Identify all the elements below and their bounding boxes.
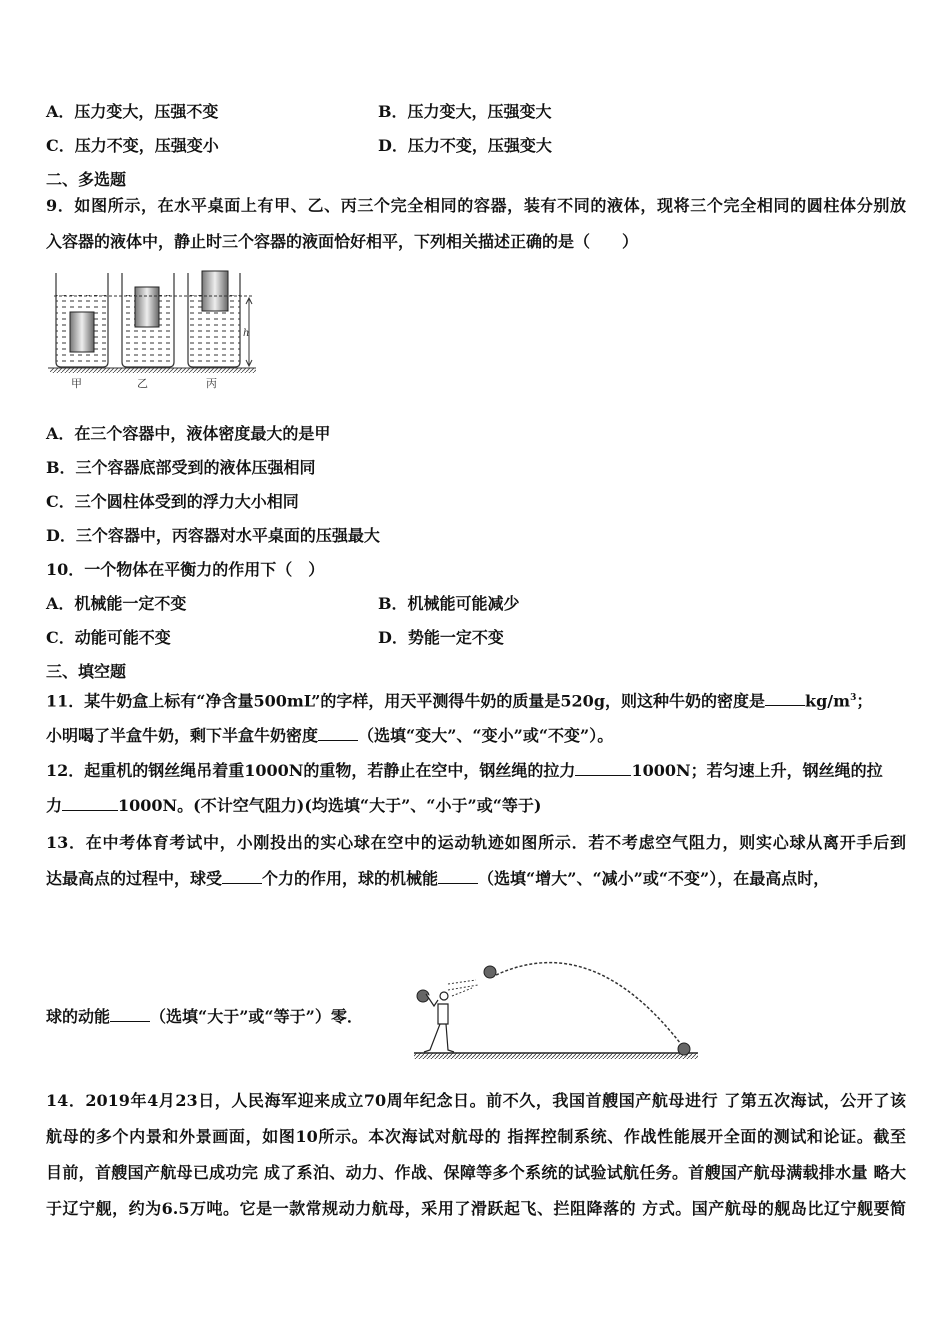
q11-text: 11．某牛奶盒上标有“净含量500mL”的字样，用天平测得牛奶的质量是520g，则这种牛奶的密度是 <box>46 691 766 711</box>
q12-line1 <box>46 761 883 781</box>
q12-text: 12．起重机的钢丝绳吊着重1000N的重物，若静止在空中，钢丝绳的拉力 <box>46 761 576 780</box>
q14-line4: 于辽宁舰，约为6.5万吨。它是一款常规动力航母，采用了滑跃起飞、拦阻降落的 方式。国产航母的舰岛比辽宁舰要简 <box>46 1199 906 1218</box>
container-yi <box>122 273 174 367</box>
q9-option-b: B．三个容器底部受到的液体压强相同 <box>46 458 316 477</box>
q14-line1: 14．2019年4月23日，人民海军迎来成立70周年纪念日。前不久，我国首艘国产航母进行 了第五次海试，公开了该 <box>46 1091 906 1110</box>
answer-blank[interactable] <box>318 726 358 741</box>
q13-text: （选填“增大”、“减小”或“不变”），在最高点时， <box>478 869 830 888</box>
q9-stem-line1: 9．如图所示，在水平桌面上有甲、乙、丙三个完全相同的容器，装有不同的液体，现将三个完全相同的圆柱体分别放 <box>46 196 906 215</box>
q9-option-d: D．三个容器中，丙容器对水平桌面的压强最大 <box>46 526 380 545</box>
q8-option-b: B．压力变大，压强变大 <box>378 102 552 121</box>
q9-option-c: C．三个圆柱体受到的浮力大小相同 <box>46 492 299 511</box>
q12-text: 1000N；若匀速上升，钢丝绳的拉 <box>631 761 883 780</box>
q9-option-a: A．在三个容器中，液体密度最大的是甲 <box>46 424 331 443</box>
unit: kg/m <box>805 691 851 711</box>
q13-line1: 13．在中考体育考试中，小刚投出的实心球在空中的运动轨迹如图所示．若不考虑空气阻力，则实心球从离开手后到 <box>46 833 906 852</box>
q12-line2 <box>46 796 541 816</box>
q8-option-a: A．压力变大，压强不变 <box>46 102 219 121</box>
answer-blank[interactable] <box>765 691 805 706</box>
q8-option-c: C．压力不变，压强变小 <box>46 136 219 155</box>
container-bing <box>188 271 240 367</box>
q13-text: 达最高点的过程中，球受 <box>46 869 223 888</box>
q12-text: 力 <box>46 796 63 815</box>
q13-text: 个力的作用，球的机械能 <box>262 869 439 888</box>
container-jia <box>56 273 108 367</box>
q14-line3: 目前，首艘国产航母已成功完 成了系泊、动力、作战、保障等多个系统的试验试航任务。首艘国产航母满载排水量 略大 <box>46 1163 906 1182</box>
answer-blank[interactable] <box>62 796 118 811</box>
containers-figure <box>46 268 266 392</box>
q8-option-d: D．压力不变，压强变大 <box>378 136 552 155</box>
answer-blank[interactable] <box>110 1007 150 1022</box>
q11-line2 <box>46 726 613 746</box>
q13-line3 <box>46 1007 363 1027</box>
height-label: h <box>243 328 250 339</box>
q11-text: （选填“变大”、“变小”或“不变”）。 <box>358 726 614 745</box>
answer-blank[interactable] <box>575 761 631 776</box>
section-heading-fill-in: 三、填空题 <box>46 662 127 681</box>
q11-punct: ； <box>856 691 873 711</box>
q10-option-c: C．动能可能不变 <box>46 628 171 647</box>
q11-line1 <box>46 688 872 711</box>
q12-text: 1000N。(不计空气阻力)(均选填“大于”、“小于”或“等于) <box>118 796 542 815</box>
label-yi: 乙 <box>137 377 148 390</box>
athlete <box>424 992 454 1052</box>
label-bing: 丙 <box>206 377 217 390</box>
q13-text: （选填“大于”或“等于”）零． <box>150 1007 363 1026</box>
q10-option-b: B．机械能可能减少 <box>378 594 520 613</box>
shot-put-trajectory-figure <box>404 950 700 1066</box>
label-jia: 甲 <box>71 377 82 390</box>
q10-option-a: A．机械能一定不变 <box>46 594 187 613</box>
q10-stem: 10．一个物体在平衡力的作用下（ ） <box>46 560 325 579</box>
q9-stem-line2: 入容器的液体中，静止时三个容器的液面恰好相平，下列相关描述正确的是（ ） <box>46 232 639 251</box>
section-heading-multiple-choice: 二、多选题 <box>46 170 127 189</box>
ball-midair <box>484 966 496 978</box>
q13-line2 <box>46 869 829 889</box>
q11-text: 小明喝了半盒牛奶，剩下半盒牛奶密度 <box>46 726 319 745</box>
q13-text: 球的动能 <box>46 1007 111 1026</box>
answer-blank[interactable] <box>222 869 262 884</box>
answer-blank[interactable] <box>438 869 478 884</box>
q14-line2: 航母的多个内景和外景画面，如图10所示。本次海试对航母的 指挥控制系统、作战性能展开全面的测试和论证。截至 <box>46 1127 906 1146</box>
ball-landed <box>678 1043 690 1055</box>
q10-option-d: D．势能一定不变 <box>378 628 504 647</box>
unit-exponent: 3 <box>850 693 857 703</box>
